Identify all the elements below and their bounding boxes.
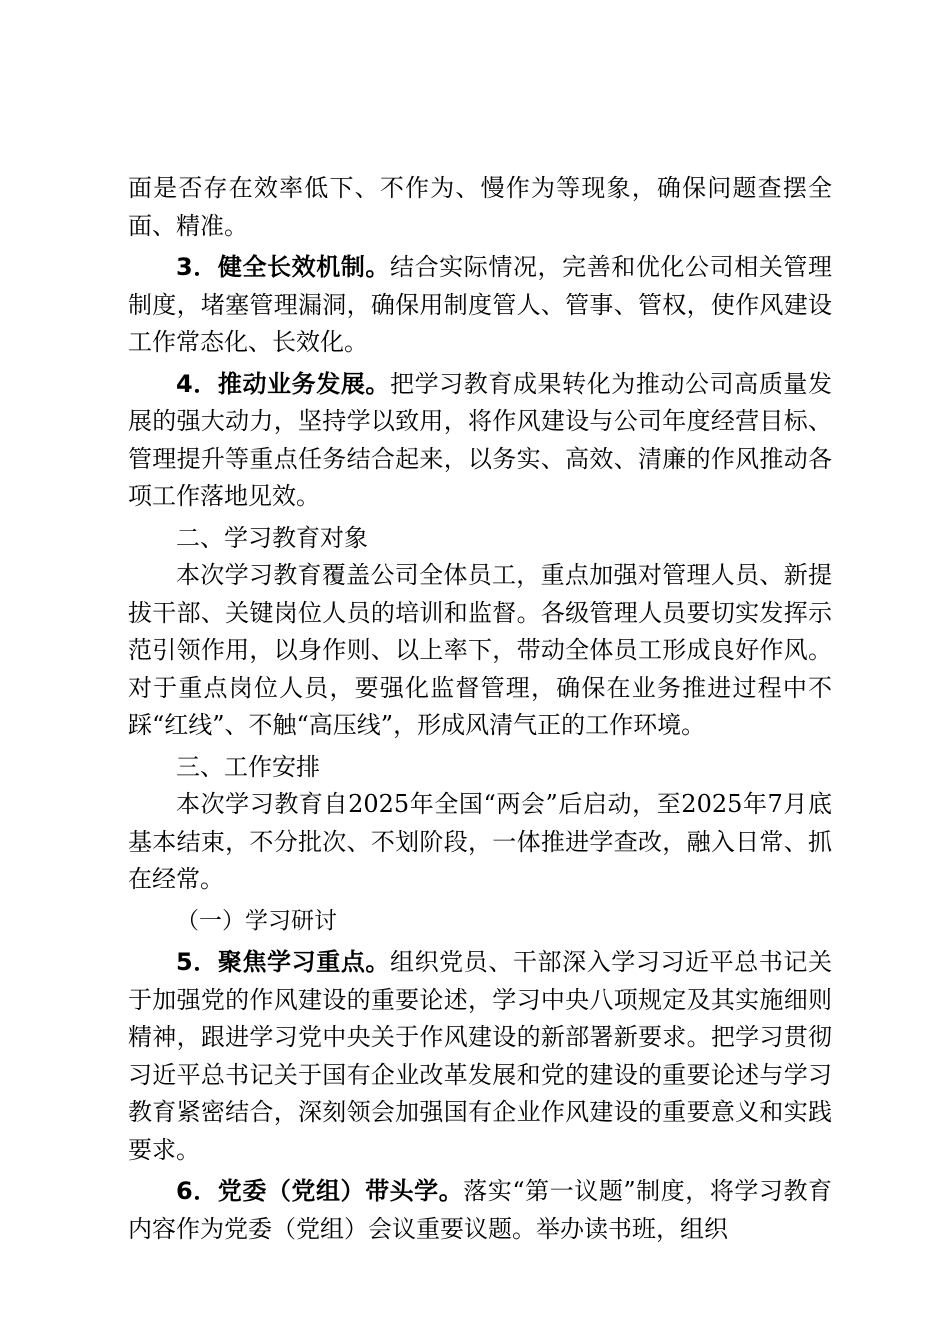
section-heading-3: 三、工作安排 — [176, 752, 320, 781]
paragraph-schedule — [128, 786, 832, 899]
item-lead: 5．聚焦学习重点。 — [176, 948, 390, 976]
paragraph-item-4 — [128, 366, 832, 516]
paragraph-text: 本次学习教育覆盖公司全体员工，重点加强对管理人员、新提拔干部、关键岗位人员的培训和监督。各级管理人员要切实发挥示范引领作用，以身作则、以上率下，带动全体员工形成良好作风。对于重点岗位人员，要强化监督管理，确保在业务推进过程中不踩“红线”、不触“高压线”，形成风清气正的工作环境。 — [128, 561, 832, 739]
paragraph-item-3 — [128, 249, 832, 362]
section-heading-2: 二、学习教育对象 — [176, 523, 368, 552]
document-body — [128, 170, 832, 1248]
item-lead: 6．党委（党组）带头学。 — [176, 1177, 464, 1205]
paragraph-text: 面是否存在效率低下、不作为、慢作为等现象，确保问题查摆全面、精准。 — [128, 174, 832, 240]
paragraph-text: 落实“第一议题”制度，将学习教育内容作为党委（党组）会议重要议题。举办读书班，组织 — [128, 1177, 832, 1243]
paragraph-item-5 — [128, 944, 832, 1169]
paragraph-text: 把学习教育成果转化为推动公司高质量发展的强大动力，坚持学以致用，将作风建设与公司年度经营目标、管理提升等重点任务结合起来，以务实、高效、清廉的作风推动各项工作落地见效。 — [128, 369, 833, 510]
item-lead: 3．健全长效机制。 — [176, 253, 390, 281]
paragraph-text: 结合实际情况，完善和优化公司相关管理制度，堵塞管理漏洞，确保用制度管人、管事、管权，使作风建设工作常态化、长效化。 — [128, 253, 833, 356]
subsection-heading-1: （一）学习研讨 — [176, 907, 337, 934]
paragraph-continuation — [128, 170, 832, 245]
paragraph-item-6 — [128, 1173, 832, 1248]
paragraph-text: 组织党员、干部深入学习习近平总书记关于加强党的作风建设的重要论述，学习中央八项规定及其实施细则精神，跟进学习党中央关于作风建设的新部署新要求。把学习贯彻习近平总书记关于国有企业改革发展和党的建设的重要论述与学习教育紧密结合，深刻领会加强国有企业作风建设的重要意义和实践要求。 — [128, 948, 833, 1164]
paragraph-text: 本次学习教育自2025年全国“两会”后启动，至2025年7月底基本结束，不分批次、不划阶段，一体推进学查改，融入日常、抓在经常。 — [128, 790, 832, 893]
item-lead: 4．推动业务发展。 — [176, 369, 390, 398]
paragraph-audience — [128, 557, 832, 745]
